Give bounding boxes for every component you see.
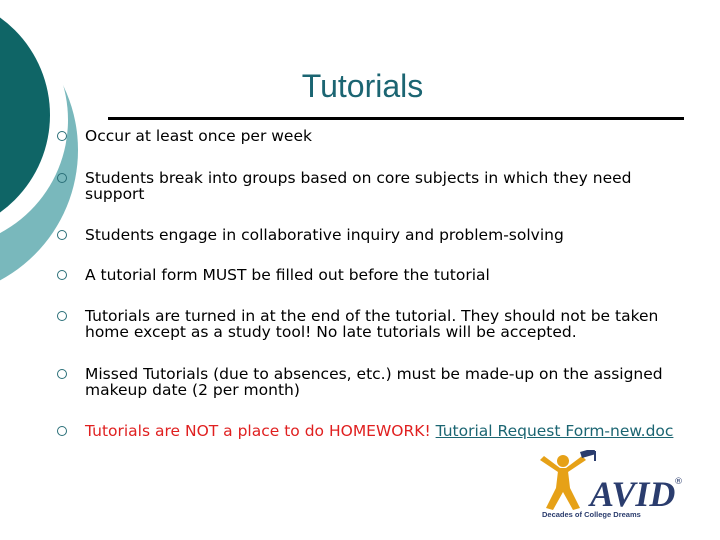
bullet-text: A tutorial form MUST be filled out before the tutorial: [85, 266, 490, 284]
slide-title: Tutorials: [301, 68, 424, 104]
bullet-text: [85, 423, 685, 439]
avid-logo: [536, 450, 686, 520]
bullet-text: Occur at least once per week: [85, 127, 312, 145]
tutorial-request-form-link[interactable]: Tutorial Request Form-new.doc: [435, 422, 674, 440]
bullet-circle-icon: [57, 369, 67, 379]
bullet-circle-icon: [57, 311, 67, 321]
bullet-circle-icon: [57, 131, 67, 141]
bullet-text: Missed Tutorials (due to absences, etc.) must be made-up on the assigned makeup date (2 per month): [85, 365, 663, 399]
bullet-circle-icon: [57, 426, 67, 436]
homework-warning-text: Tutorials are NOT a place to do HOMEWORK!: [85, 422, 436, 440]
decorative-circles: [0, 0, 80, 300]
avid-tagline: Decades of College Dreams: [542, 510, 641, 519]
bullet-text: Students engage in collaborative inquiry and problem-solving: [85, 226, 564, 244]
bullet-circle-icon: [57, 173, 67, 183]
bullet-text: Tutorials are turned in at the end of the tutorial. They should not be taken home except as a study tool! No late tutorials will be accepted.: [85, 307, 659, 341]
registered-mark: ®: [674, 477, 683, 487]
bullet-text: Students break into groups based on core subjects in which they need support: [85, 169, 632, 203]
bullet-circle-icon: [57, 230, 67, 240]
title-divider: [108, 117, 684, 120]
bullet-circle-icon: [57, 270, 67, 280]
graduate-figure-icon: [540, 450, 596, 510]
avid-wordmark: AVID: [590, 474, 676, 514]
